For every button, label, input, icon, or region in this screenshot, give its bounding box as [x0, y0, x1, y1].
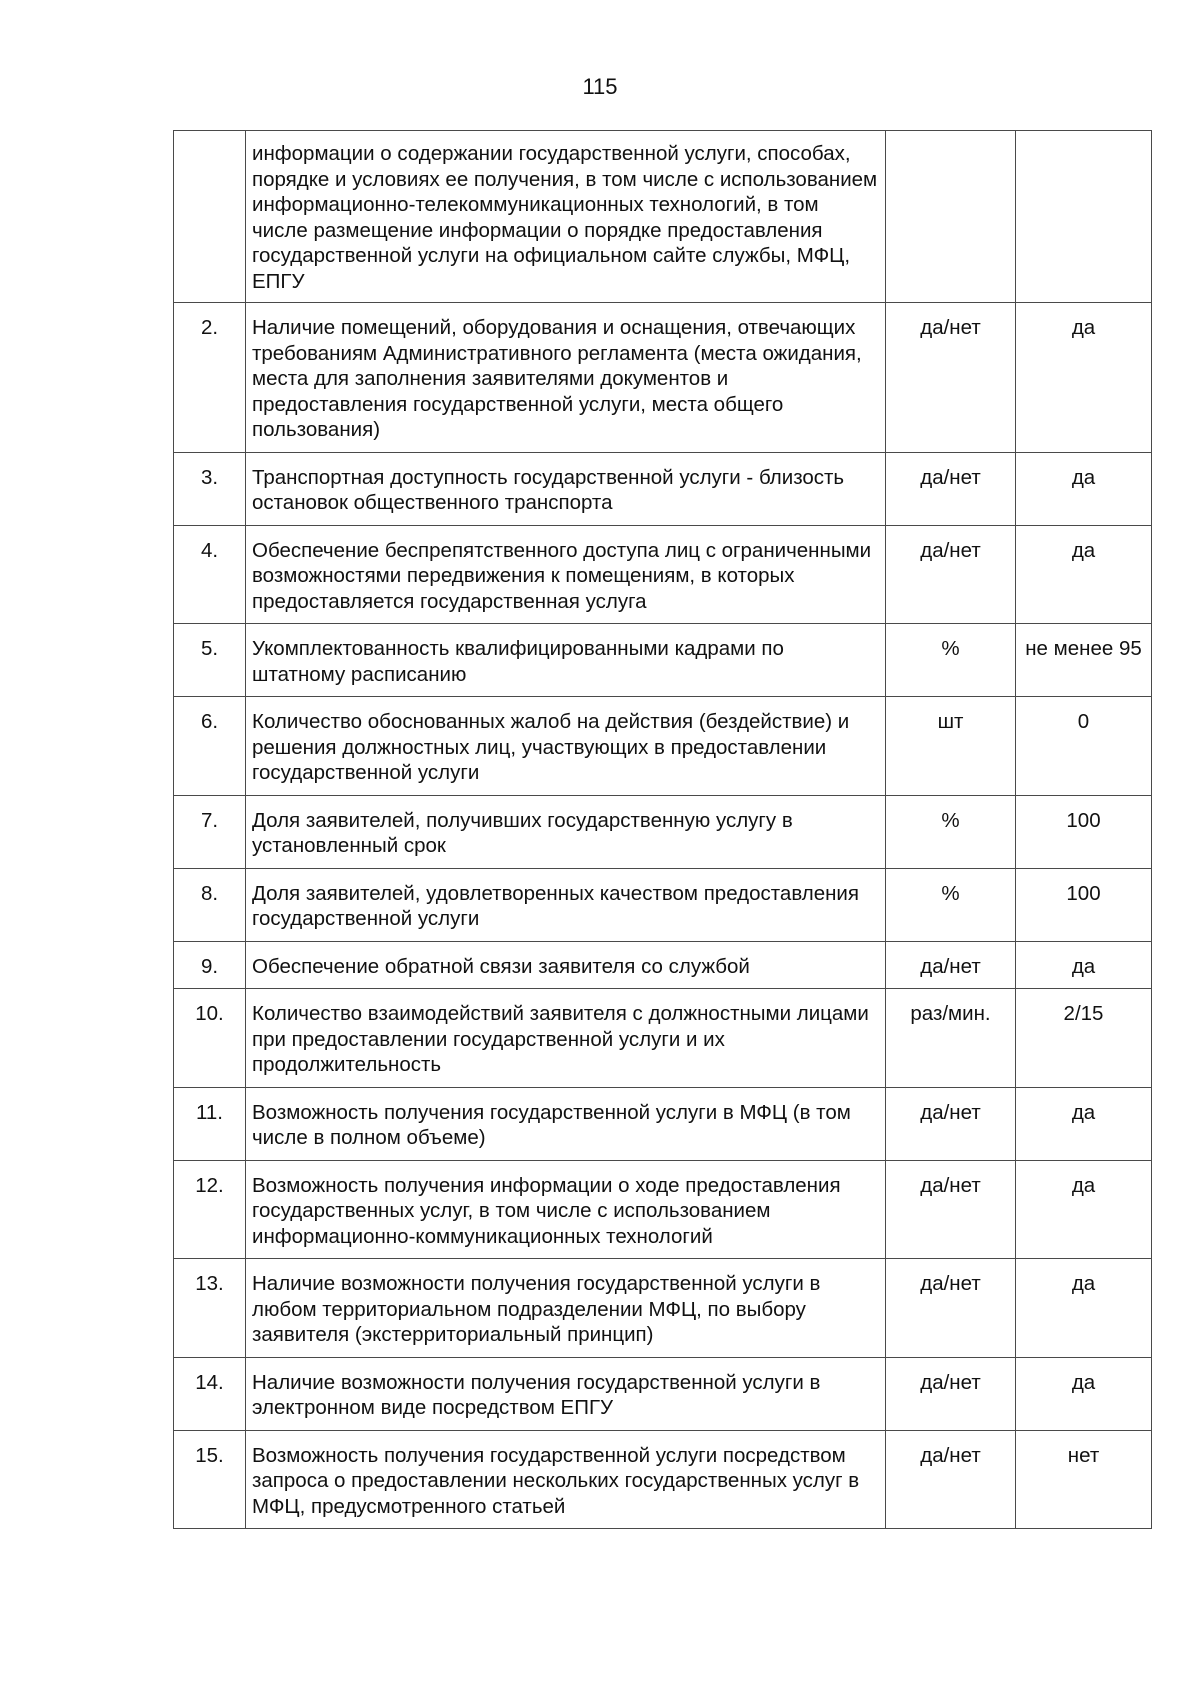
table-row [174, 1259, 1152, 1358]
value-cell: 0 [1016, 697, 1152, 796]
table-row [174, 624, 1152, 697]
unit-cell: да/нет [886, 941, 1016, 989]
value-cell: да [1016, 452, 1152, 525]
indicator-text: Транспортная доступность государственной услуги - близость остановок общественного транспорта [246, 452, 886, 525]
indicators-table [173, 130, 1152, 1529]
indicator-text: Наличие помещений, оборудования и оснащения, отвечающих требованиям Административного регламента (места ожидания, места для заполнения заявителями документов и предоставления государственной услуги, места общего пользования) [246, 303, 886, 453]
value-cell: да [1016, 1160, 1152, 1259]
row-number: 3. [174, 452, 246, 525]
row-number: 14. [174, 1357, 246, 1430]
unit-cell: % [886, 624, 1016, 697]
indicator-text: Возможность получения государственной услуги в МФЦ (в том числе в полном объеме) [246, 1087, 886, 1160]
value-cell: да [1016, 525, 1152, 624]
table-row [174, 303, 1152, 453]
indicator-text: Укомплектованность квалифицированными кадрами по штатному расписанию [246, 624, 886, 697]
row-number: 9. [174, 941, 246, 989]
value-cell: 100 [1016, 795, 1152, 868]
unit-cell: да/нет [886, 1259, 1016, 1358]
indicator-text: Количество взаимодействий заявителя с должностными лицами при предоставлении государственной услуги и их продолжительность [246, 989, 886, 1088]
row-number: 6. [174, 697, 246, 796]
unit-cell: да/нет [886, 452, 1016, 525]
row-number: 5. [174, 624, 246, 697]
table-row [174, 1160, 1152, 1259]
indicator-text: Количество обоснованных жалоб на действия (бездействие) и решения должностных лиц, участвующих в предоставлении государственной услуги [246, 697, 886, 796]
indicator-text: Обеспечение беспрепятственного доступа лиц с ограниченными возможностями передвижения к помещениям, в которых предоставляется государственная услуга [246, 525, 886, 624]
indicator-text: Наличие возможности получения государственной услуги в любом территориальном подразделении МФЦ, по выбору заявителя (экстерриториальный принцип) [246, 1259, 886, 1358]
unit-cell: шт [886, 697, 1016, 796]
table-row [174, 697, 1152, 796]
row-number: 11. [174, 1087, 246, 1160]
value-cell [1016, 131, 1152, 303]
row-number: 2. [174, 303, 246, 453]
indicator-text: информации о содержании государственной услуги, способах, порядке и условиях ее получения, в том числе с использованием информационно-телекоммуникационных технологий, в том числе размещение информации о порядке предоставления государственной услуги на официальном сайте службы, МФЦ, ЕПГУ [246, 131, 886, 303]
table-row [174, 131, 1152, 303]
unit-cell: % [886, 868, 1016, 941]
unit-cell: да/нет [886, 1160, 1016, 1259]
value-cell: 100 [1016, 868, 1152, 941]
indicator-text: Возможность получения государственной услуги посредством запроса о предоставлении нескольких государственных услуг в МФЦ, предусмотренного статьей [246, 1430, 886, 1529]
row-number: 10. [174, 989, 246, 1088]
table-row [174, 525, 1152, 624]
unit-cell [886, 131, 1016, 303]
unit-cell: раз/мин. [886, 989, 1016, 1088]
value-cell: 2/15 [1016, 989, 1152, 1088]
row-number [174, 131, 246, 303]
table-row [174, 1087, 1152, 1160]
indicator-text: Наличие возможности получения государственной услуги в электронном виде посредством ЕПГУ [246, 1357, 886, 1430]
row-number: 8. [174, 868, 246, 941]
table-row [174, 1430, 1152, 1529]
table-row [174, 795, 1152, 868]
unit-cell: да/нет [886, 525, 1016, 624]
row-number: 12. [174, 1160, 246, 1259]
row-number: 7. [174, 795, 246, 868]
table-row [174, 868, 1152, 941]
value-cell: да [1016, 1087, 1152, 1160]
unit-cell: да/нет [886, 303, 1016, 453]
value-cell: нет [1016, 1430, 1152, 1529]
unit-cell: % [886, 795, 1016, 868]
page-number: 115 [582, 74, 618, 99]
row-number: 13. [174, 1259, 246, 1358]
value-cell: да [1016, 1259, 1152, 1358]
indicator-text: Обеспечение обратной связи заявителя со службой [246, 941, 886, 989]
value-cell: не менее 95 [1016, 624, 1152, 697]
value-cell: да [1016, 941, 1152, 989]
value-cell: да [1016, 303, 1152, 453]
table-row [174, 452, 1152, 525]
row-number: 4. [174, 525, 246, 624]
unit-cell: да/нет [886, 1087, 1016, 1160]
indicator-text: Возможность получения информации о ходе предоставления государственных услуг, в том числе с использованием информационно-коммуникационных технологий [246, 1160, 886, 1259]
unit-cell: да/нет [886, 1430, 1016, 1529]
indicator-text: Доля заявителей, удовлетворенных качеством предоставления государственной услуги [246, 868, 886, 941]
row-number: 15. [174, 1430, 246, 1529]
indicator-text: Доля заявителей, получивших государственную услугу в установленный срок [246, 795, 886, 868]
unit-cell: да/нет [886, 1357, 1016, 1430]
table-row [174, 941, 1152, 989]
table-row [174, 1357, 1152, 1430]
table-row [174, 989, 1152, 1088]
value-cell: да [1016, 1357, 1152, 1430]
